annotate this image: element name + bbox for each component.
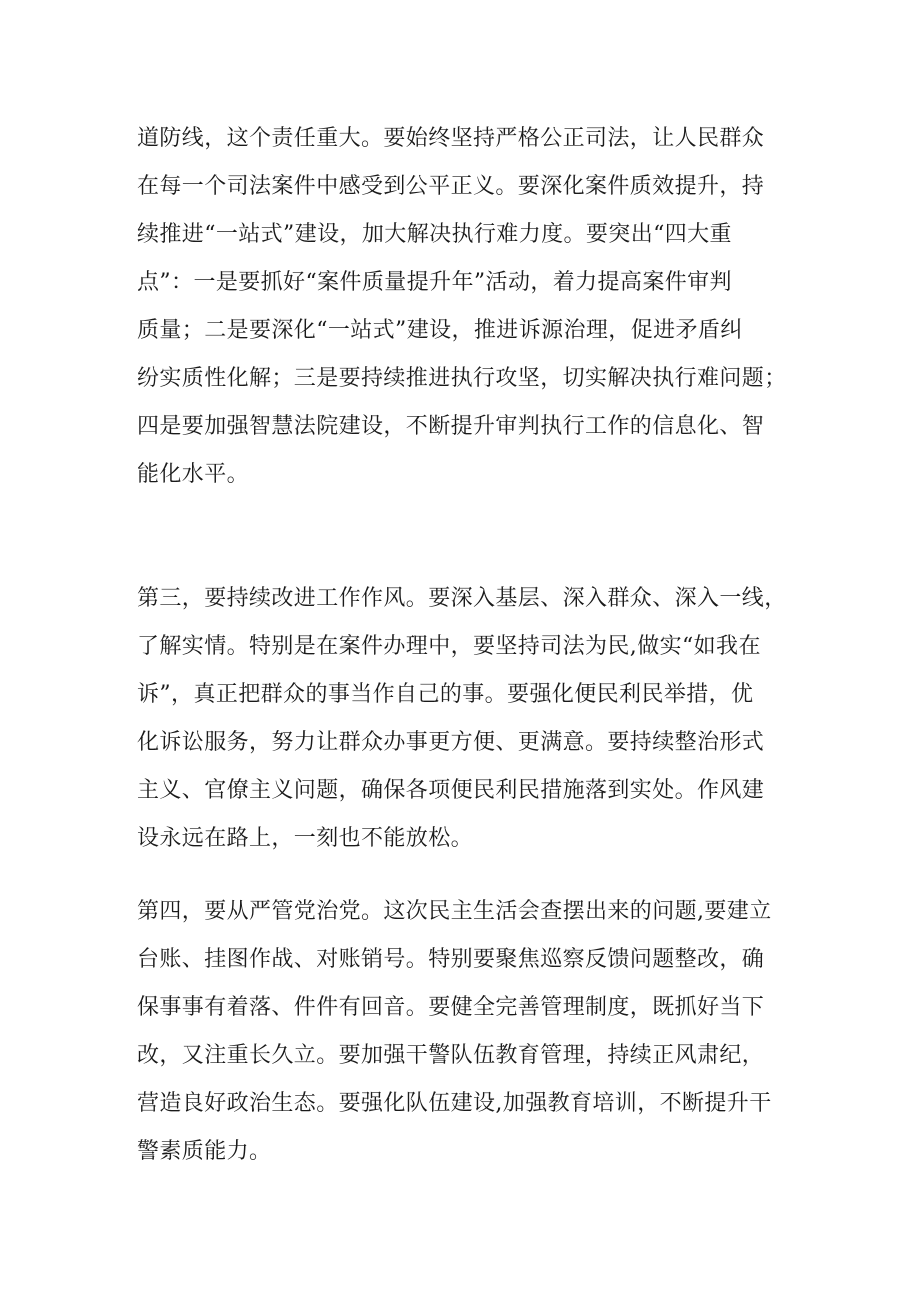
paragraph-court-duties [137, 115, 797, 499]
text-line: 化诉讼服务，努力让群众办事更方便、更满意。要持续整治形式 [137, 730, 765, 755]
text-line: 台账、挂图作战、对账销号。特别要聚焦巡察反馈问题整改，确 [137, 947, 765, 972]
text-line: 警素质能力。 [137, 1139, 272, 1164]
text-line: 诉”，真正把群众的事当作自己的事。要强化便民利民举措，优 [137, 682, 754, 707]
text-line: 主义、官僚主义问题，确保各项便民利民措施落到实处。作风建 [137, 778, 765, 803]
text-line: 了解实情。特别是在案件办理中，要坚持司法为民,做实“如我在 [137, 634, 761, 659]
text-line: 改，又注重长久立。要加强干警队伍教育管理，持续正风肃纪， [137, 1043, 765, 1068]
text-line: 能化水平。 [137, 462, 250, 487]
text-line: 第四，要从严管党治党。这次民主生活会查摆出来的问题,要建立 [137, 899, 772, 924]
text-line: 纷实质性化解；三是要持续推进执行攻坚，切实解决执行难问题； [137, 366, 787, 391]
text-line: 四是要加强智慧法院建设，不断提升审判执行工作的信息化、智 [137, 414, 765, 439]
text-line: 道防线，这个责任重大。要始终坚持严格公正司法，让人民群众 [137, 126, 765, 151]
text-line: 在每一个司法案件中感受到公平正义。要深化案件质效提升，持 [137, 174, 765, 199]
text-line: 续推进“一站式”建设，加大解决执行难力度。要突出“四大重 [137, 222, 732, 247]
text-line: 质量；二是要深化“一站式”建设，推进诉源治理，促进矛盾纠 [137, 318, 743, 343]
text-line: 设永远在路上，一刻也不能放松。 [137, 826, 474, 851]
text-line: 第三，要持续改进工作作风。要深入基层、深入群众、深入一线， [137, 586, 787, 611]
text-line: 保事事有着落、件件有回音。要健全完善管理制度，既抓好当下 [137, 995, 765, 1020]
text-line: 点”：一是要抓好“案件质量提升年”活动，着力提高案件审判 [137, 270, 732, 295]
paragraph-work-style [137, 575, 797, 863]
text-line: 营造良好政治生态。要强化队伍建设,加强教育培训，不断提升干 [137, 1091, 772, 1116]
paragraph-party-governance [137, 888, 797, 1176]
